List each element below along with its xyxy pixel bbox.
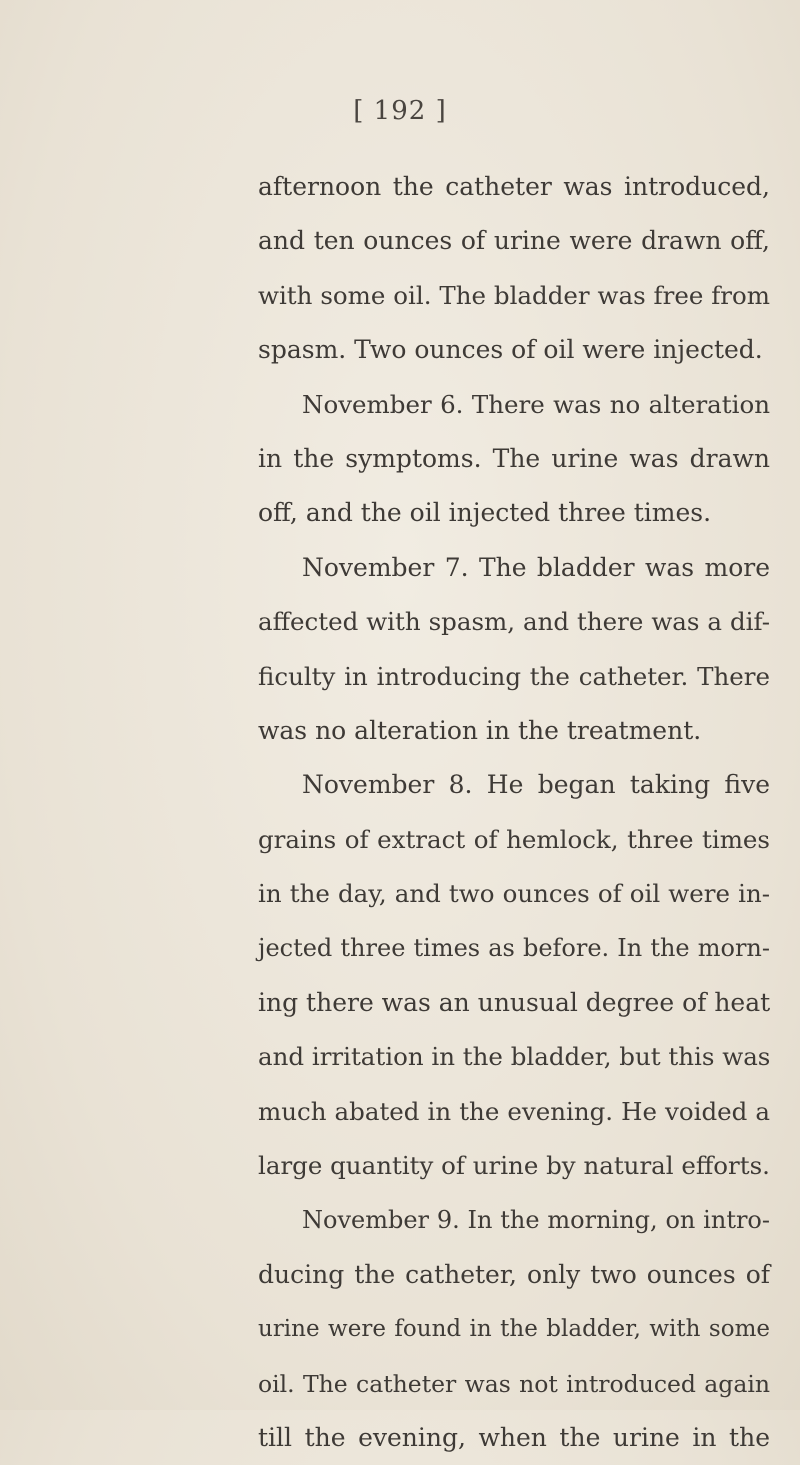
text-line: ficulty in introducing the catheter. There bbox=[258, 661, 770, 691]
text-line: and ten ounces of urine were drawn off, bbox=[258, 226, 770, 256]
text-line: large quantity of urine by natural efforts. bbox=[258, 1151, 770, 1181]
text-line: ducing the catheter, only two ounces of bbox=[258, 1259, 770, 1289]
text-line: afternoon the catheter was introduced, bbox=[258, 172, 770, 201]
text-line: November 9. In the morning, on intro- bbox=[302, 1206, 770, 1235]
text-line: off, and the oil injected three times. bbox=[258, 498, 712, 528]
text-line: in the symptoms. The urine was drawn bbox=[258, 443, 770, 473]
page-number: [ 192 ] bbox=[353, 96, 447, 126]
text-line: spasm. Two ounces of oil were injected. bbox=[258, 335, 763, 365]
text-line: was no alteration in the treatment. bbox=[258, 715, 702, 745]
text-line: much abated in the evening. He voided a bbox=[258, 1096, 770, 1126]
text-line: grains of extract of hemlock, three times bbox=[258, 824, 770, 854]
text-line: November 8. He began taking five bbox=[302, 770, 770, 800]
text-line: oil. The catheter was not introduced again bbox=[258, 1369, 770, 1398]
text-line: November 7. The bladder was more bbox=[302, 552, 770, 582]
text-line: with some oil. The bladder was free from bbox=[258, 280, 770, 310]
text-line: jected three times as before. In the morn- bbox=[258, 934, 770, 963]
text-line: affected with spasm, and there was a dif- bbox=[258, 607, 770, 637]
text-line: till the evening, when the urine in the bbox=[258, 1422, 770, 1452]
text-line: in the day, and two ounces of oil were in- bbox=[258, 879, 770, 909]
body-text bbox=[258, 160, 770, 1465]
text-line: and irritation in the bladder, but this was bbox=[258, 1042, 771, 1072]
text-line: ing there was an unusual degree of heat bbox=[258, 987, 771, 1017]
text-line: urine were found in the bladder, with some bbox=[258, 1316, 770, 1343]
text-line: November 6. There was no alteration bbox=[302, 389, 770, 419]
